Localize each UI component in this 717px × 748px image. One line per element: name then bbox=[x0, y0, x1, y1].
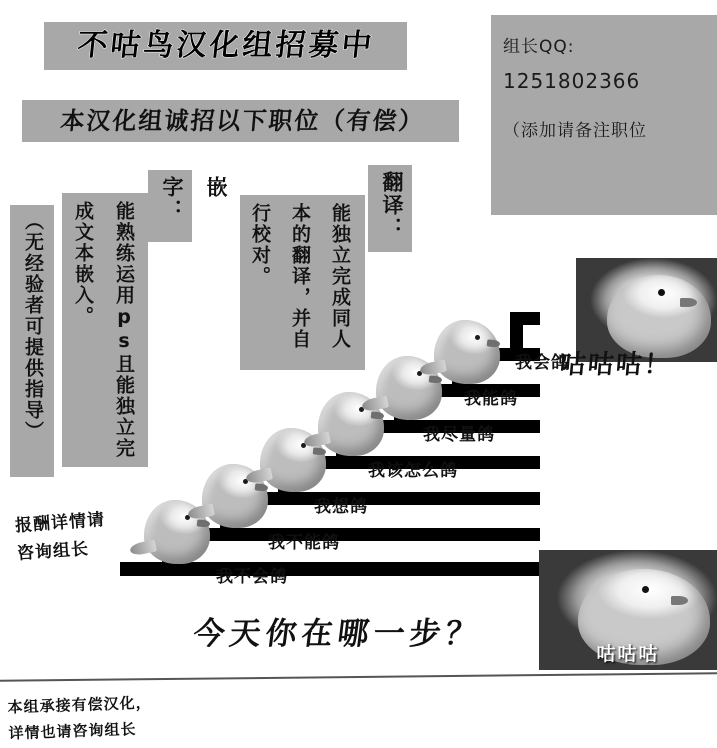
page-title: 不咕鸟汉化组招募中 bbox=[75, 28, 377, 63]
job-qianzi-head-box bbox=[148, 170, 228, 242]
pigeon-photo-caption: 咕咕咕 bbox=[596, 643, 660, 665]
stair-label: 我不会鸽 bbox=[216, 567, 288, 587]
pigeon-photo-beak bbox=[671, 596, 688, 605]
pay-note-line: 报酬详情请 bbox=[14, 509, 106, 537]
stair-step bbox=[120, 562, 540, 576]
stair-label: 我尽量鸽 bbox=[423, 425, 495, 445]
stair-label: 我想鸽 bbox=[314, 497, 368, 517]
pigeon-photo-eye bbox=[658, 289, 665, 296]
staircase bbox=[120, 310, 540, 600]
job-fanyi-head-label: 翻译： bbox=[380, 171, 404, 240]
page-subtitle: 本汉化组诚招以下职位（有偿） bbox=[59, 107, 426, 135]
pigeon-beak bbox=[486, 339, 500, 347]
pigeon-beak bbox=[196, 519, 210, 527]
stair-label: 我该怎么鸽 bbox=[368, 461, 458, 481]
stair-step bbox=[220, 492, 540, 505]
pigeon-photo-bottom bbox=[539, 550, 717, 670]
contact-lines bbox=[503, 30, 713, 148]
pigeon-beak bbox=[370, 411, 384, 419]
experience-note-label: （无经验者可提供指导） bbox=[22, 211, 44, 442]
pay-note-line: 咨询组长 bbox=[16, 539, 90, 565]
stair-step bbox=[120, 562, 134, 576]
pigeon-beak bbox=[428, 375, 442, 383]
divider bbox=[0, 672, 717, 682]
pigeon-tail bbox=[129, 539, 157, 556]
qq-label: 组长QQ: bbox=[503, 37, 575, 57]
pigeon-eye bbox=[475, 335, 480, 340]
job-qianzi-head-label: 嵌字： bbox=[160, 176, 228, 222]
stair-label: 我不能鸽 bbox=[268, 533, 340, 553]
pigeon-beak bbox=[254, 483, 268, 491]
experience-note-box bbox=[10, 205, 54, 477]
bottom-note bbox=[7, 685, 269, 746]
pigeon-beak bbox=[312, 447, 326, 455]
question-text: 今天你在哪一步？ bbox=[191, 616, 484, 652]
pigeon-photo-beak bbox=[680, 298, 697, 307]
job-qianzi-body-label: 能熟练运用ps且能独立完成文本嵌入。 bbox=[72, 201, 135, 459]
job-fanyi-head-box bbox=[368, 165, 412, 252]
qq-number: 1251802366 bbox=[503, 69, 641, 93]
qq-remark: （添加请备注职位 bbox=[503, 121, 647, 141]
bottom-note-line: 本组承接有偿汉化， bbox=[7, 693, 152, 717]
pigeon bbox=[434, 320, 500, 384]
stair-label: 我会鸽 bbox=[515, 353, 569, 373]
stair-step bbox=[162, 528, 540, 541]
job-fanyi-body-label: 能独立完成同人本的翻译，并自行校对。 bbox=[249, 203, 351, 350]
gugugu-text: 咕咕咕！ bbox=[558, 350, 674, 380]
bottom-note-line: 详情也请咨询组长 bbox=[8, 720, 137, 743]
stair-label: 我能鸽 bbox=[464, 389, 518, 409]
